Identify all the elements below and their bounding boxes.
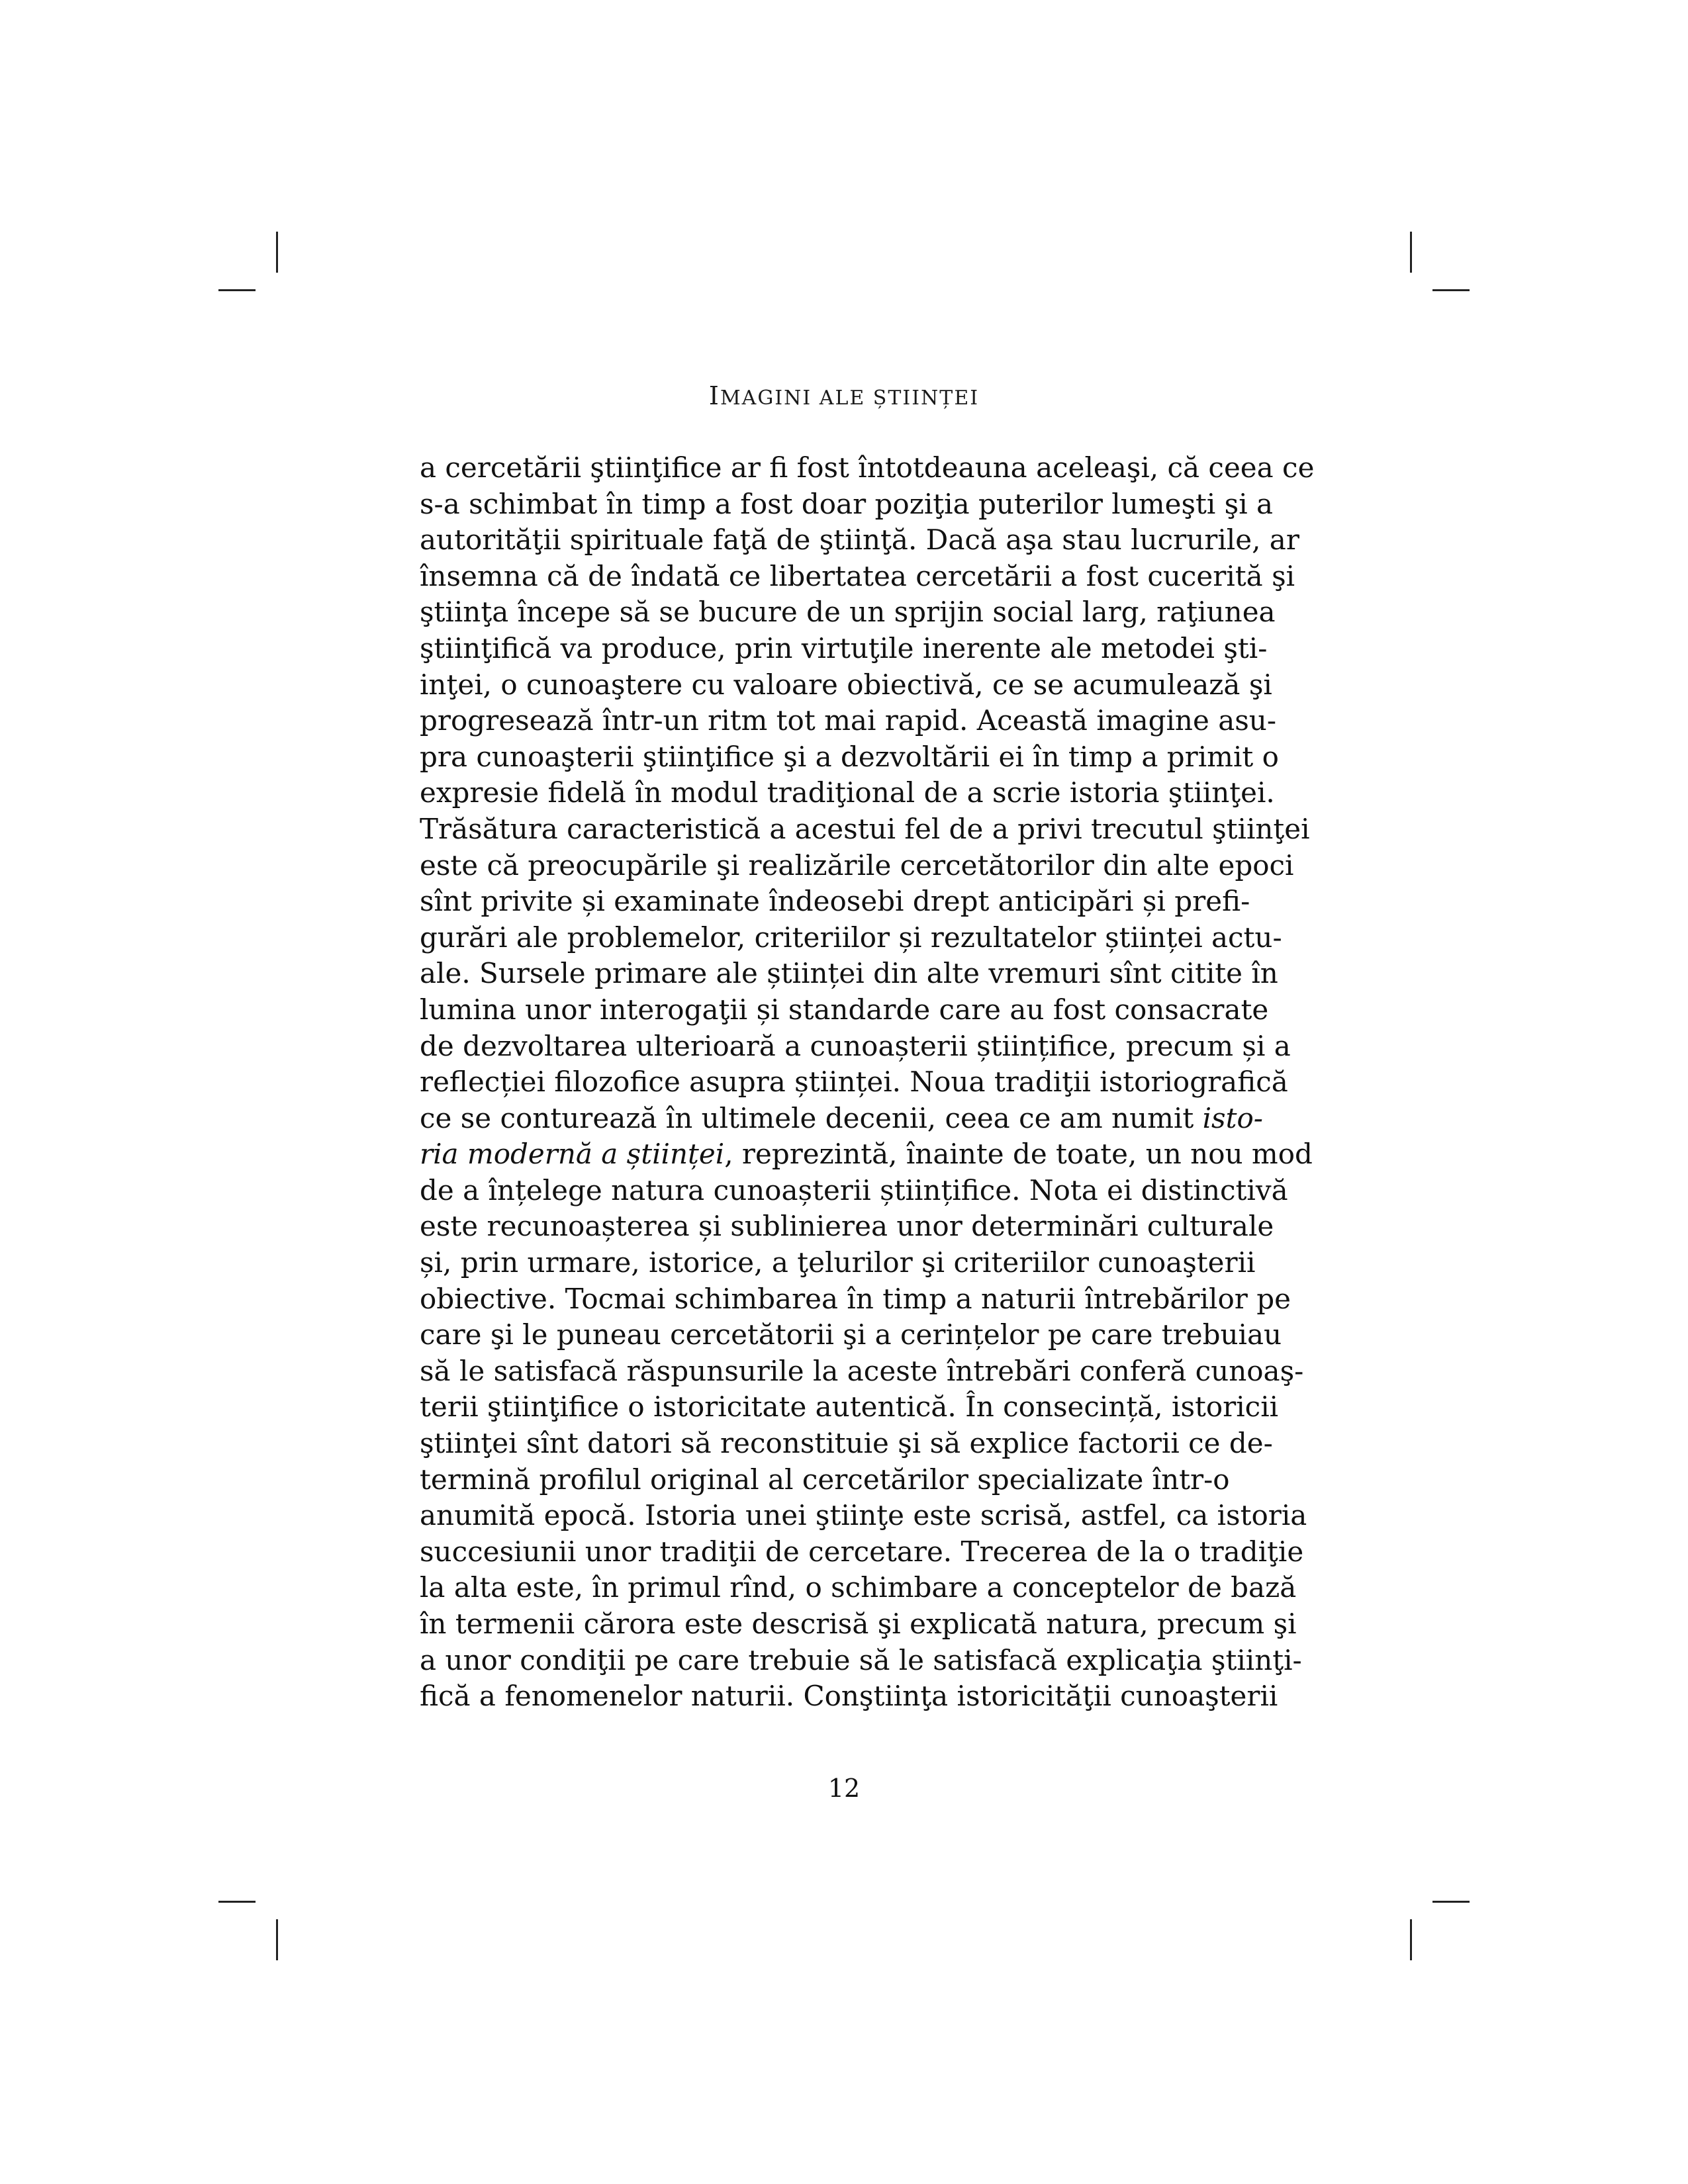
italic-term: ria modernă a științei (420, 1138, 725, 1171)
text-line: de a înțelege natura cunoașterii științifice. Nota ei distinctivă (420, 1173, 1288, 1206)
body-text (420, 450, 1315, 1715)
page-number: 12 (827, 1774, 861, 1803)
text-line: obiective. Tocmai schimbarea în timp a naturii întrebărilor pe (420, 1282, 1291, 1315)
text-line: de dezvoltarea ulterioară a cunoașterii științifice, precum și a (420, 1029, 1291, 1062)
text-line: gurări ale problemelor, criteriilor și rezultatelor științei actu- (420, 921, 1282, 954)
text-segment: ce se conturează în ultimele decenii, ceea ce am numit (420, 1101, 1203, 1134)
text-line: expresie fidelă în modul tradiţional de a scrie istoria ştiinţei. (420, 776, 1275, 809)
text-line: a cercetării ştiinţifice ar fi fost întotdeauna aceleaşi, că ceea ce (420, 451, 1315, 484)
text-line: lumina unor interogaţii și standarde care au fost consacrate (420, 993, 1269, 1026)
text-segment: , reprezintă, înainte de toate, un nou mod (724, 1138, 1313, 1171)
running-head-cap: I (708, 381, 720, 410)
text-line: reflecției filozofice asupra științei. Noua tradiţii istoriografică (420, 1066, 1288, 1099)
crop-mark-top-left-horizontal (218, 289, 256, 291)
text-line: ştiinţifică va produce, prin virtuţile inerente ale metodei şti- (420, 631, 1268, 664)
text-line: fică a fenomenelor naturii. Conştiinţa istoricităţii cunoaşterii (420, 1680, 1278, 1713)
text-line: este că preocupările şi realizările cercetătorilor din alte epoci (420, 848, 1294, 882)
text-line: Trăsătura caracteristică a acestui fel de a privi trecutul ştiinţei (420, 812, 1310, 845)
text-line: ştiinţei sînt datori să reconstituie şi să explice factorii ce de- (420, 1427, 1273, 1460)
text-line-with-italic (420, 1136, 1313, 1173)
italic-term: isto- (1202, 1101, 1263, 1134)
text-line: terii ştiinţifice o istoricitate autentică. În consecință, istoricii (420, 1390, 1279, 1424)
text-line: la alta este, în primul rînd, o schimbare a conceptelor de bază (420, 1571, 1297, 1604)
crop-mark-bottom-right-vertical (1410, 1919, 1412, 1960)
crop-mark-bottom-left-vertical (276, 1919, 278, 1960)
text-line: sînt privite și examinate îndeosebi drept anticipări și prefi- (420, 885, 1250, 918)
text-line: pra cunoaşterii ştiinţifice şi a dezvoltării ei în timp a primit o (420, 740, 1279, 773)
text-line: anumită epocă. Istoria unei ştiinţe este scrisă, astfel, ca istoria (420, 1499, 1307, 1532)
text-line: ştiinţa începe să se bucure de un sprijin social larg, raţiunea (420, 596, 1276, 629)
text-line: inţei, o cunoaştere cu valoare obiectivă, ce se acumulează şi (420, 668, 1272, 701)
text-line: autorităţii spirituale faţă de ştiinţă. Dacă aşa stau lucrurile, ar (420, 523, 1299, 557)
text-line: progresează într-un ritm tot mai rapid. Această imagine asu- (420, 704, 1277, 737)
running-head (0, 381, 1688, 410)
text-line: să le satisfacă răspunsurile la aceste întrebări conferă cunoaş- (420, 1354, 1304, 1387)
crop-mark-bottom-left-horizontal (218, 1901, 256, 1903)
crop-mark-top-right-horizontal (1432, 289, 1470, 291)
text-line: este recunoașterea și sublinierea unor determinări culturale (420, 1210, 1274, 1243)
text-line: succesiunii unor tradiţii de cercetare. Trecerea de la o tradiţie (420, 1535, 1304, 1568)
text-line: însemna că de îndată ce libertatea cercetării a fost cucerită şi (420, 559, 1295, 592)
text-line: și, prin urmare, istorice, a ţelurilor şi criteriilor cunoaşterii (420, 1246, 1256, 1279)
text-line: în termenii cărora este descrisă şi explicată natura, precum şi (420, 1608, 1297, 1640)
text-line: a unor condiţii pe care trebuie să le satisfacă explicaţia ştiinţi- (420, 1643, 1302, 1676)
running-head-rest: MAGINI ALE ȘTIINȚEI (720, 387, 980, 410)
text-line: s-a schimbat în timp a fost doar poziţia puterilor lumeşti şi a (420, 487, 1274, 520)
crop-mark-bottom-right-horizontal (1432, 1901, 1470, 1903)
text-line: ale. Sursele primare ale științei din alte vremuri sînt citite în (420, 957, 1278, 990)
text-line-with-italic (420, 1101, 1263, 1137)
text-line: care şi le puneau cercetătorii şi a cerințelor pe care trebuiau (420, 1318, 1282, 1351)
text-line: termină profilul original al cercetărilor specializate într-o (420, 1463, 1230, 1496)
crop-mark-top-right-vertical (1410, 232, 1412, 273)
crop-mark-top-left-vertical (276, 232, 278, 273)
